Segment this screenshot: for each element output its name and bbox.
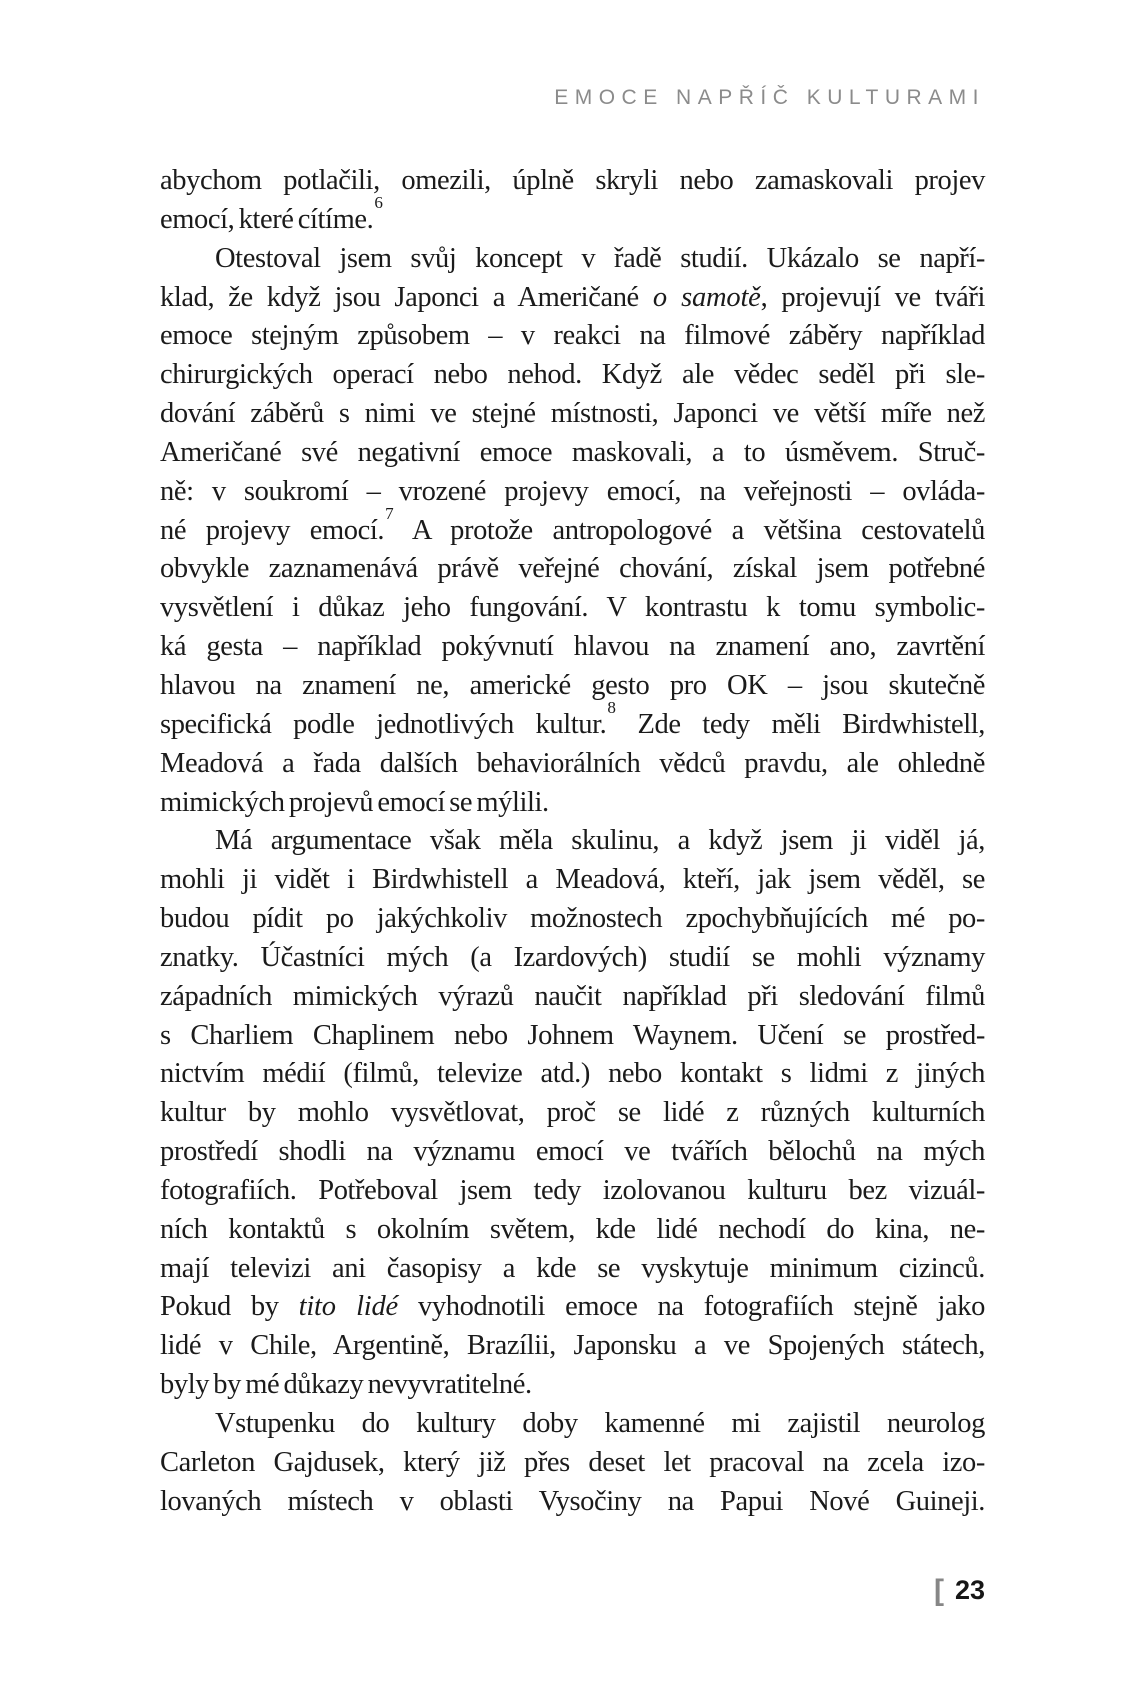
- text-run: ně: v soukromí – vrozené projevy emocí, na veřejnosti – ovláda-: [160, 475, 985, 507]
- text-line: [160, 162, 985, 201]
- text-run: chirurgických operací nebo nehod. Když ale vědec seděl při sle-: [160, 359, 985, 391]
- text-run: vyhodnotili emoce na fotografiích stejně jako: [398, 1291, 985, 1323]
- text-line: [160, 822, 985, 861]
- text-line: [160, 1366, 985, 1405]
- text-run: Meadová a řada dalších behaviorálních vědců pravdu, ale ohledně: [160, 747, 985, 779]
- text-run: emoce stejným způsobem – v reakci na filmové záběry například: [160, 320, 985, 352]
- footer-bracket: [: [933, 1574, 944, 1607]
- footnote-marker: 8: [607, 697, 616, 717]
- text-run: mimických projevů emocí se mýlili.: [160, 786, 549, 818]
- text-line: [160, 503, 986, 551]
- running-header-text: EMOCE NAPŘÍČ KULTURAMI: [554, 86, 985, 109]
- text-run: specifická podle jednotlivých kultur.: [160, 708, 607, 740]
- text-run: fotografiích. Potřeboval jsem tedy izolovanou kulturu bez vizuál-: [160, 1174, 985, 1206]
- text-line: [160, 1055, 985, 1094]
- text-run: znatky. Účastníci mých (a Izardových) studií se mohli významy: [160, 941, 985, 973]
- text-run: hlavou na znamení ne, americké gesto pro OK – jsou skutečně: [160, 669, 985, 701]
- text-run: Otestoval jsem svůj koncept v řadě studií. Ukázalo se napří-: [215, 242, 985, 274]
- text-run: byly by mé důkazy nevyvratitelné.: [160, 1369, 532, 1401]
- text-line: [160, 784, 985, 823]
- text-run: , projevují ve tváři: [760, 281, 985, 313]
- text-run: Má argumentace však měla skulinu, a když jsem ji viděl já,: [215, 825, 985, 857]
- text-line: [160, 1017, 985, 1056]
- italic-phrase: tito lidé: [298, 1291, 398, 1323]
- text-line: [160, 1483, 985, 1522]
- text-line: [160, 978, 985, 1017]
- text-run: abychom potlačili, omezili, úplně skryli nebo zamaskovali projev: [160, 165, 985, 196]
- text-run: prostředí shodli na významu emocí ve tvářích bělochů na mých: [160, 1136, 985, 1168]
- text-line: [160, 356, 985, 395]
- text-run: budou pídit po jakýchkoliv možnostech zpochybňujících mé po-: [160, 903, 985, 935]
- text-line: [160, 1094, 985, 1133]
- text-run: kultur by mohlo vysvětlovat, proč se lidé z různých kulturních: [160, 1097, 985, 1129]
- footnote-marker: 7: [385, 503, 394, 523]
- text-run: Pokud by: [160, 1291, 299, 1323]
- text-line: [160, 1288, 985, 1327]
- text-line: [160, 939, 985, 978]
- text-run: nictvím médií (filmů, televize atd.) nebo kontakt s lidmi z jiných: [160, 1058, 985, 1090]
- body-text: [160, 162, 985, 1522]
- text-run: klad, že když jsou Japonci a Američané: [160, 281, 653, 313]
- text-line: [160, 1211, 985, 1250]
- text-run: Carleton Gajdusek, který již přes deset let pracoval na zcela izo-: [160, 1446, 985, 1478]
- text-line: [160, 550, 985, 589]
- text-line: [160, 628, 985, 667]
- text-line: [160, 667, 985, 706]
- text-run: né projevy emocí.: [160, 514, 385, 546]
- text-line: [160, 1133, 985, 1172]
- text-line: [160, 589, 985, 628]
- text-line: [160, 697, 985, 745]
- text-run: Američané své negativní emoce maskovali, a to úsměvem. Struč-: [160, 436, 985, 468]
- text-line: [160, 745, 985, 784]
- text-line: [160, 192, 985, 240]
- text-line: [160, 900, 985, 939]
- text-line: [160, 1405, 985, 1444]
- text-line: [160, 1172, 985, 1211]
- text-run: A protože antropologové a většina cestovatelů: [393, 514, 986, 546]
- text-run: západních mimických výrazů naučit například při sledování filmů: [160, 980, 985, 1012]
- page-footer: [160, 1574, 985, 1608]
- text-run: Zde tedy měli Birdwhistell,: [615, 708, 985, 740]
- text-run: emocí, které cítíme.: [160, 203, 374, 235]
- text-run: dování záběrů s nimi ve stejné místnosti, Japonci ve větší míře než: [160, 398, 985, 430]
- text-run: mají televizi ani časopisy a kde se vyskytuje minimum cizinců.: [160, 1252, 985, 1284]
- italic-phrase: o samotě: [652, 281, 761, 313]
- text-run: obvykle zaznamenává právě veřejné chování, získal jsem potřebné: [160, 553, 985, 585]
- text-run: ká gesta – například pokývnutí hlavou na znamení ano, zavrtění: [160, 631, 985, 663]
- text-run: lovaných místech v oblasti Vysočiny na Papui Nové Guineji.: [160, 1485, 985, 1517]
- text-line: [160, 434, 985, 473]
- text-run: s Charliem Chaplinem nebo Johnem Waynem. Učení se prostřed-: [160, 1019, 985, 1051]
- running-header: [160, 86, 985, 110]
- text-run: lidé v Chile, Argentině, Brazílii, Japonsku a ve Spojených státech,: [160, 1330, 985, 1362]
- text-run: vysvětlení i důkaz jeho fungování. V kontrastu k tomu symbolic-: [160, 592, 985, 624]
- text-line: [160, 473, 985, 512]
- text-line: [160, 1327, 985, 1366]
- text-run: mohli ji vidět i Birdwhistell a Meadová, kteří, jak jsem věděl, se: [160, 864, 985, 896]
- text-line: [160, 395, 985, 434]
- text-line: [160, 317, 985, 356]
- text-line: [160, 279, 985, 318]
- footnote-marker: 6: [374, 192, 383, 212]
- text-run: ních kontaktů s okolním světem, kde lidé nechodí do kina, ne-: [160, 1213, 985, 1245]
- text-line: [160, 861, 985, 900]
- text-line: [160, 1444, 985, 1483]
- text-run: Vstupenku do kultury doby kamenné mi zajistil neurolog: [215, 1408, 985, 1439]
- page-number: 23: [954, 1575, 985, 1605]
- text-line: [160, 1250, 985, 1289]
- text-line: [160, 240, 985, 279]
